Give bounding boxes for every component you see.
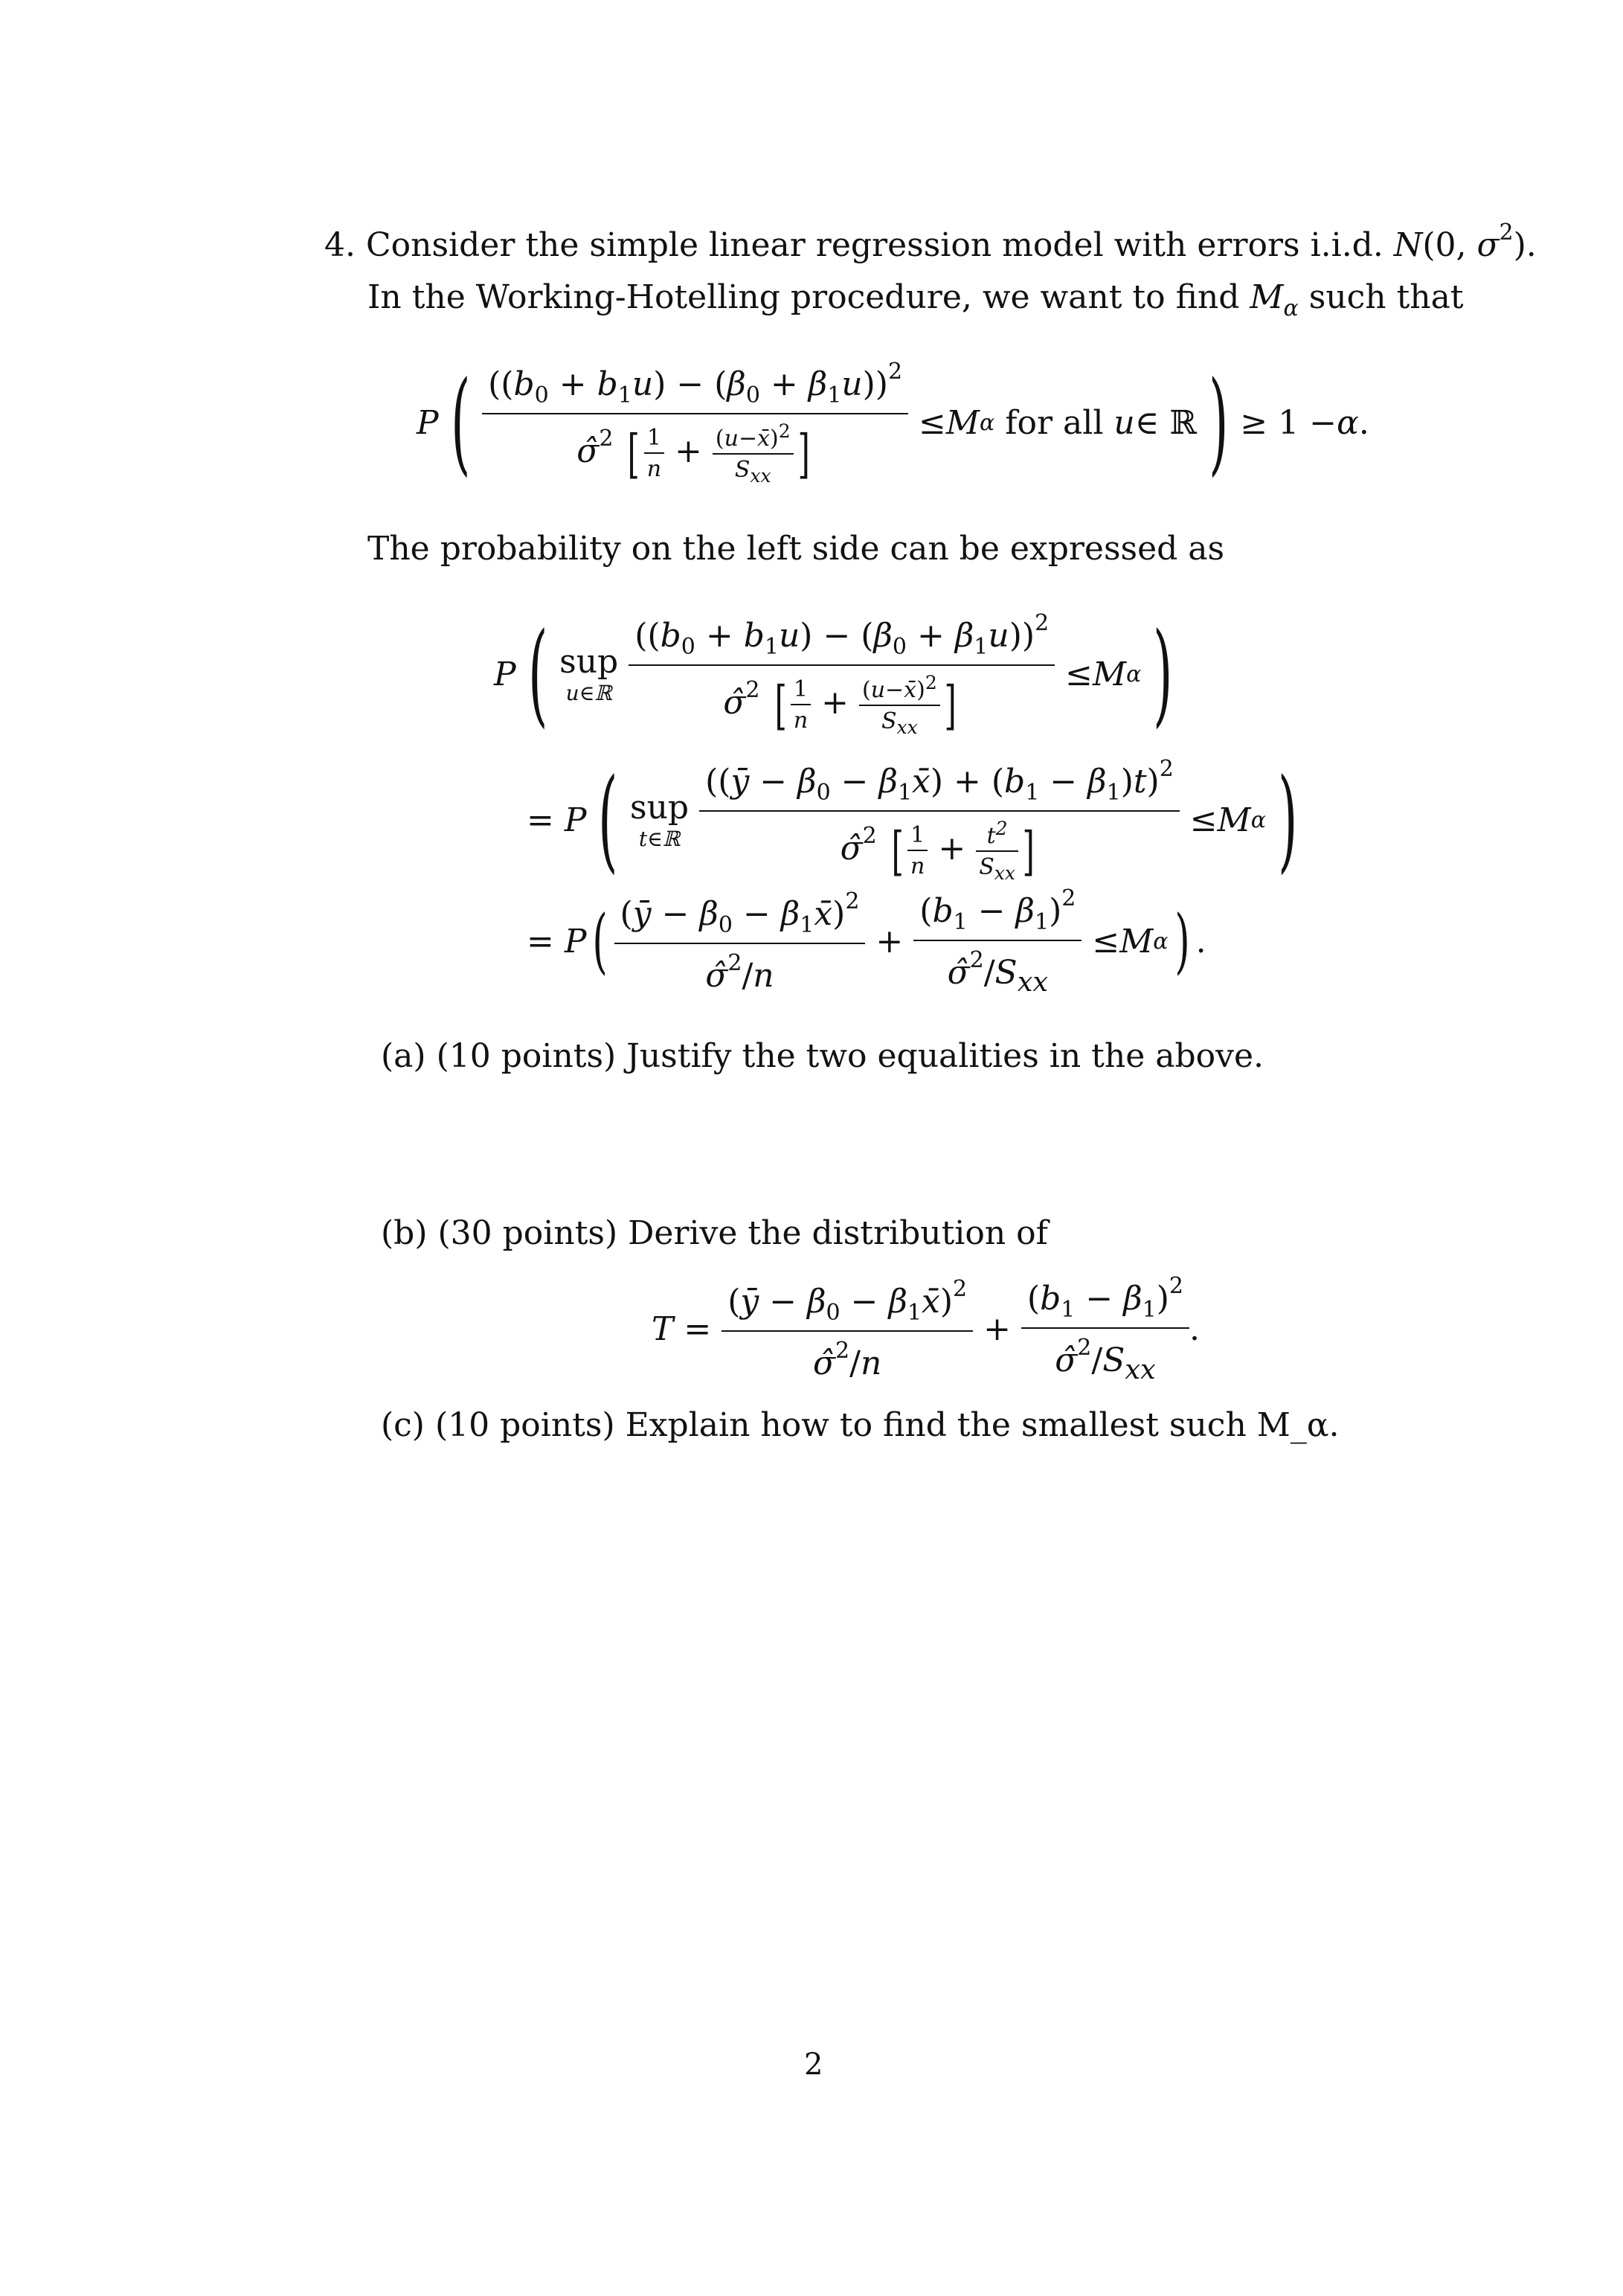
intro-line-2: In the Working-Hotelling procedure, we want to find $M_\alpha$ such that — [367, 278, 1464, 321]
intro-line-1: 4. Consider the simple linear regression model with errors i.i.d. N(0, $\sigma^2$). — [324, 219, 1537, 264]
equation-1: P ( $((b_0 + b_1u) - (\beta_0 + \beta_1u))^2$ σ̂$^2$ [ $\frac{1}{n}$ + $\frac{(u-x̄)^2}{S_{xx}}$ ] ≤ M α for all u ∈ ℝ ) ≥ 1 − α . — [417, 358, 1369, 487]
between-text: The probability on the left side can be expressed as — [367, 530, 1225, 568]
part-a — [381, 1037, 1264, 1075]
part-a-label: (a) — [381, 1037, 426, 1075]
part-b — [381, 1214, 1048, 1252]
equation-2-line-3: = P ( $\frac{(ȳ - \beta_0 - \beta_1x̄)^2}{\sigmâ^2/n}$ + $\frac{(b_1 - \beta_1)^2}{\sigmâ^2/S_{xx}}$ ≤ M α ) . — [527, 885, 1206, 998]
equation-t: T = $\frac{(ȳ - \beta_0 - \beta_1x̄)^2}{\sigmâ^2/n}$ + $\frac{(b_1 - \beta_1)^2}{\sigmâ^2/S_{xx}}$ . — [652, 1272, 1200, 1385]
part-a-text: (10 points) Justify the two equalities in the above. — [436, 1037, 1264, 1075]
part-c-label: (c) — [381, 1406, 425, 1444]
part-c — [381, 1406, 1340, 1444]
for-all-text: for all — [1005, 403, 1104, 442]
equation-2-line-2: = P ( sup t∈ℝ ((ȳ − $\beta_0$ − $\beta_1x̄) + (b_1 - \beta_1)t)^2$ σ̂$^2$ [ $\frac{1}{n}$ + $\frac{t^2}{S_{xx}}$ ] ≤ M α ) — [527, 755, 1298, 885]
page-number: 2 — [804, 2048, 823, 2082]
part-b-label: (b) — [381, 1214, 428, 1252]
problem-number: 4. — [324, 226, 356, 264]
equation-2-line-1: P ( sup u∈ℝ $((b_0 + b_1u) - (\beta_0 + \beta_1u))^2$ σ̂$^2$ [ $\frac{1}{n}$ + $\frac{(u-x̄)^2}{S_{xx}}$ ] ≤ M α ) — [494, 609, 1173, 739]
part-c-text: (10 points) Explain how to find the smallest such M_α. — [434, 1406, 1340, 1444]
part-b-text: (30 points) Derive the distribution of — [437, 1214, 1048, 1252]
